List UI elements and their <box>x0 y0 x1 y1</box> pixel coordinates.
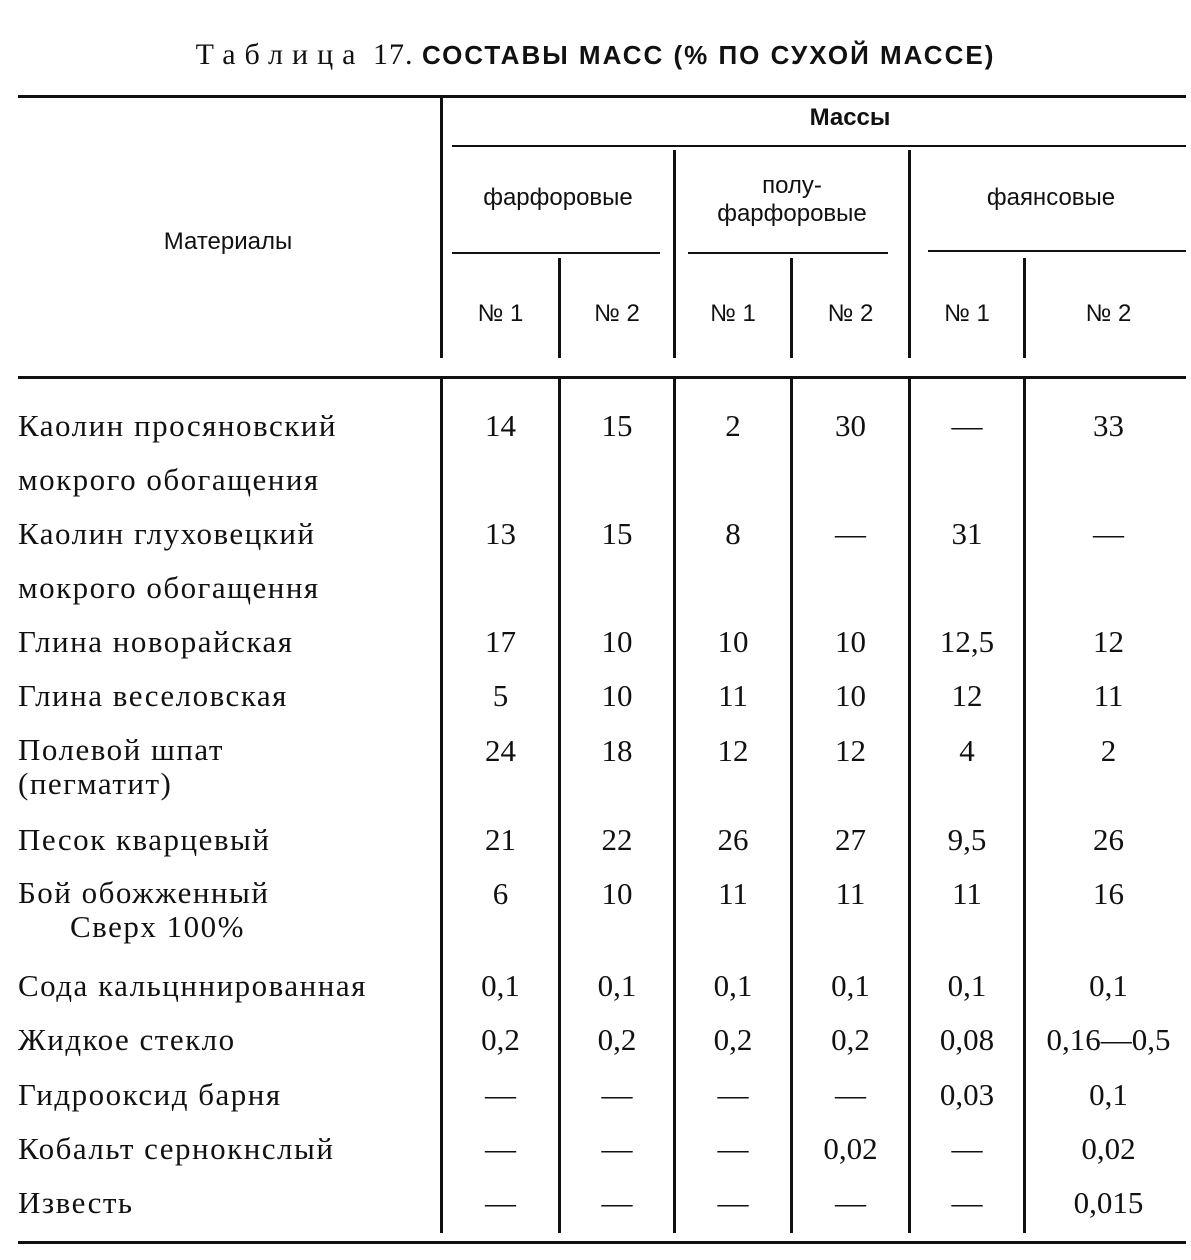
table-cell: 0,02 <box>1081 1131 1136 1166</box>
row-label <box>18 1131 334 1167</box>
table-cell: 27 <box>835 822 866 857</box>
table-cell: — <box>601 1131 633 1166</box>
table-cell: 14 <box>485 408 516 443</box>
table-cell: 21 <box>485 822 516 857</box>
row-label <box>18 1077 282 1113</box>
table-cell: 0,03 <box>939 1077 995 1112</box>
rule-top <box>18 95 1186 98</box>
table-cell: — <box>601 1077 633 1112</box>
row-label <box>18 733 224 801</box>
table-cell: — <box>951 1131 983 1166</box>
table-cell: 10 <box>601 678 633 713</box>
table-cell: 11 <box>952 876 982 911</box>
table-cell: 12,5 <box>939 624 995 659</box>
table-cell: 0,1 <box>1089 968 1128 1003</box>
title-number: 17. <box>372 38 414 71</box>
table-cell: 0,1 <box>597 968 637 1003</box>
table-cell: 0,02 <box>823 1131 878 1166</box>
table-cell: — <box>951 1185 983 1220</box>
row-label-text: мокрого обогащения <box>18 462 320 497</box>
header-group-semi-1: полу- <box>762 172 822 199</box>
header-group-faience: фаянсовые <box>986 184 1116 211</box>
table-cell: — <box>717 1077 749 1112</box>
row-label-text: Известь <box>18 1185 134 1220</box>
subcol-2: № 2 <box>594 300 640 327</box>
table-cell: 0,1 <box>1089 1077 1128 1112</box>
row-label <box>18 516 316 552</box>
row-label-text: Глина веселовская <box>18 678 288 713</box>
rule-semiporcelain <box>688 252 888 254</box>
table-cell: 11 <box>718 876 748 911</box>
rule-masses <box>452 145 1186 147</box>
table-cell: — <box>485 1077 516 1112</box>
row-label <box>18 678 288 714</box>
rule-bottom <box>18 1241 1186 1244</box>
table-cell: 2 <box>725 408 741 443</box>
table-cell: 11 <box>1093 678 1124 713</box>
row-label-text: Жидкое стекло <box>18 1022 236 1057</box>
row-label <box>18 822 270 858</box>
table-cell: 11 <box>718 678 748 713</box>
table-cell: 0,015 <box>1073 1185 1144 1220</box>
table-cell: — <box>835 516 866 551</box>
table-cell: 0,2 <box>831 1022 870 1057</box>
row-label-text: Бой обожженный <box>18 875 270 910</box>
row-label-text: Каолин глуховецкий <box>18 516 316 551</box>
row-label <box>18 968 367 1004</box>
table-cell: — <box>951 408 983 443</box>
table-cell: 0,2 <box>597 1022 637 1057</box>
rule-porcelain <box>452 252 660 254</box>
table-cell: 11 <box>835 876 866 911</box>
table-cell: 0,08 <box>939 1022 995 1057</box>
rule-header-bottom <box>18 376 1186 379</box>
row-label <box>18 462 320 498</box>
table-cell: — <box>601 1185 633 1220</box>
row-label <box>18 1022 236 1058</box>
table-cell: 26 <box>717 822 749 857</box>
table-cell: — <box>485 1185 516 1220</box>
table-cell: 30 <box>835 408 866 443</box>
row-label <box>18 624 293 660</box>
table-cell: 0,16—0,5 <box>1046 1022 1171 1057</box>
row-label-text: Кобальт сернокнслый <box>18 1131 335 1166</box>
row-label-text: Полевой шпат <box>18 732 224 767</box>
row-label <box>18 570 320 606</box>
table-cell: 31 <box>951 516 983 551</box>
row-label-text: Песок кварцевый <box>18 822 271 857</box>
table-cell: 16 <box>1093 876 1124 911</box>
table-cell: — <box>1093 516 1124 551</box>
table-cell: 12 <box>951 678 983 713</box>
title-caption: СОСТАВЫ МАСС (% ПО СУХОЙ МАССЕ) <box>421 40 996 70</box>
table-cell: 33 <box>1093 408 1124 443</box>
table-cell: — <box>485 1131 516 1166</box>
table-cell: — <box>835 1077 866 1112</box>
table-cell: 6 <box>492 876 509 911</box>
table-cell: 10 <box>601 624 633 659</box>
table-cell: 10 <box>717 624 749 659</box>
table-cell: 9,5 <box>947 822 987 857</box>
table-cell: 24 <box>485 733 516 768</box>
table-cell: 10 <box>835 678 866 713</box>
header-masses: Массы <box>809 104 891 131</box>
table-cell: 0,1 <box>481 968 520 1003</box>
table-cell: 18 <box>601 733 633 768</box>
subcol-4: № 2 <box>827 300 874 327</box>
table-cell: 0,1 <box>713 968 753 1003</box>
table-cell: 2 <box>1100 733 1117 768</box>
table-cell: 12 <box>717 733 749 768</box>
table-cell: 12 <box>835 733 866 768</box>
header-group-semi-2: фарфоровые <box>717 200 867 227</box>
subcol-5: № 1 <box>944 300 990 327</box>
header-group-porcelain: фарфоровые <box>483 184 633 211</box>
table-cell: 10 <box>601 876 633 911</box>
table-cell: 4 <box>959 733 975 768</box>
row-label-continuation: Сверх 100% <box>70 909 245 944</box>
table-cell: — <box>717 1185 749 1220</box>
row-label-continuation: (пегматит) <box>18 766 173 801</box>
table-cell: 22 <box>601 822 633 857</box>
table-cell: — <box>835 1185 866 1220</box>
row-label-text: Гидрооксид барня <box>18 1077 282 1112</box>
table-cell: 12 <box>1093 624 1124 659</box>
table-cell: 0,1 <box>947 968 987 1003</box>
table-cell: 13 <box>485 516 516 551</box>
row-label <box>18 408 337 444</box>
row-label-text: Глина новорайская <box>18 624 294 659</box>
table-cell: 8 <box>725 516 741 551</box>
table-cell: 15 <box>601 408 633 443</box>
table-cell: 15 <box>601 516 633 551</box>
title-prefix: Таблица <box>195 38 365 71</box>
table-cell: 0,1 <box>831 968 870 1003</box>
row-label-text: Сода кальцннированная <box>18 968 367 1003</box>
row-label <box>18 876 269 944</box>
row-label-text: мокрого обогащення <box>18 570 320 605</box>
table-title <box>0 38 1191 72</box>
table-cell: 17 <box>485 624 516 659</box>
table-cell: 10 <box>835 624 866 659</box>
row-label <box>18 1185 134 1221</box>
subcol-1: № 1 <box>477 300 524 327</box>
table-cell: 5 <box>492 678 509 713</box>
table-cell: 0,2 <box>713 1022 753 1057</box>
subcol-6: № 2 <box>1085 300 1132 327</box>
table-cell: 0,2 <box>481 1022 520 1057</box>
header-materials: Материалы <box>163 228 293 255</box>
table-cell: — <box>717 1131 749 1166</box>
subcol-3: № 1 <box>710 300 756 327</box>
row-label-text: Каолин просяновский <box>18 408 337 443</box>
table-cell: 26 <box>1093 822 1124 857</box>
rule-faience <box>928 250 1186 252</box>
